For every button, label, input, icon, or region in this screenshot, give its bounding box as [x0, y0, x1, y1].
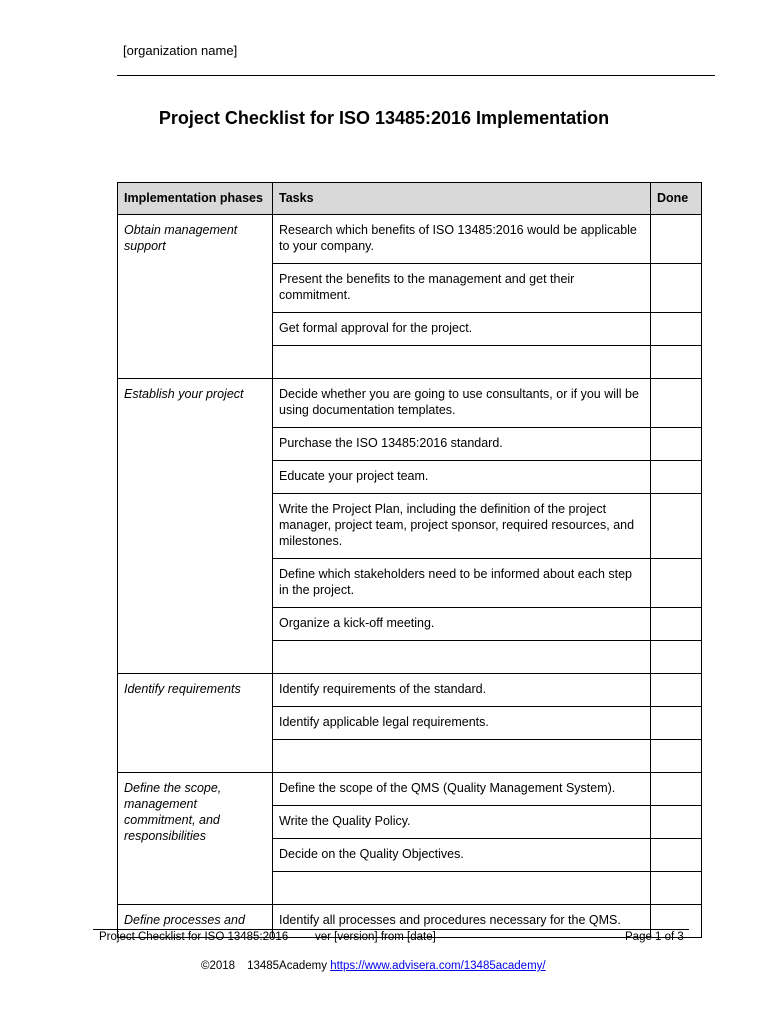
column-header-phases: Implementation phases — [118, 183, 273, 215]
task-cell: Identify applicable legal requirements. — [273, 707, 651, 740]
done-cell[interactable] — [651, 707, 702, 740]
footer-version: ver [version] from [date] — [315, 931, 436, 943]
table-row — [118, 674, 702, 707]
task-cell — [273, 346, 651, 379]
done-cell[interactable] — [651, 674, 702, 707]
done-cell[interactable] — [651, 215, 702, 264]
column-header-done: Done — [651, 183, 702, 215]
done-cell[interactable] — [651, 346, 702, 379]
done-cell[interactable] — [651, 608, 702, 641]
phase-cell: Identify requirements — [118, 674, 273, 773]
task-cell: Decide whether you are going to use consultants, or if you will be using documentation templates. — [273, 379, 651, 428]
column-header-tasks: Tasks — [273, 183, 651, 215]
organization-name: [organization name] — [123, 43, 238, 58]
done-cell[interactable] — [651, 839, 702, 872]
task-cell: Organize a kick-off meeting. — [273, 608, 651, 641]
done-cell[interactable] — [651, 313, 702, 346]
phase-cell: Establish your project — [118, 379, 273, 674]
done-cell[interactable] — [651, 872, 702, 905]
task-cell — [273, 740, 651, 773]
task-cell: Identify requirements of the standard. — [273, 674, 651, 707]
checklist-body — [118, 215, 702, 938]
table-header-row — [118, 183, 702, 215]
done-cell[interactable] — [651, 740, 702, 773]
academy-link[interactable]: https://www.advisera.com/13485academy/ — [330, 960, 546, 972]
phase-cell: Define processes and — [118, 905, 273, 938]
copyright-year: ©2018 — [201, 960, 236, 972]
task-cell: Get formal approval for the project. — [273, 313, 651, 346]
table-row — [118, 379, 702, 428]
task-cell: Write the Quality Policy. — [273, 806, 651, 839]
task-cell: Educate your project team. — [273, 461, 651, 494]
task-cell: Identify all processes and procedures necessary for the QMS. — [273, 905, 651, 938]
task-cell: Research which benefits of ISO 13485:2016 would be applicable to your company. — [273, 215, 651, 264]
done-cell[interactable] — [651, 559, 702, 608]
table-row — [118, 215, 702, 264]
task-cell: Decide on the Quality Objectives. — [273, 839, 651, 872]
task-cell: Write the Project Plan, including the definition of the project manager, project team, project sponsor, required resources, and milestones. — [273, 494, 651, 559]
done-cell[interactable] — [651, 379, 702, 428]
header-divider — [117, 75, 715, 76]
phase-cell: Define the scope, management commitment, and responsibilities — [118, 773, 273, 905]
academy-name: 13485Academy — [247, 960, 327, 972]
task-cell: Present the benefits to the management and get their commitment. — [273, 264, 651, 313]
footer-page-number: Page 1 of 3 — [625, 931, 684, 943]
checklist-table — [117, 182, 702, 938]
done-cell[interactable] — [651, 806, 702, 839]
copyright-line — [201, 960, 546, 972]
done-cell[interactable] — [651, 494, 702, 559]
task-cell — [273, 641, 651, 674]
table-row — [118, 773, 702, 806]
done-cell[interactable] — [651, 641, 702, 674]
done-cell[interactable] — [651, 461, 702, 494]
footer-divider — [93, 929, 689, 930]
phase-cell: Obtain management support — [118, 215, 273, 379]
task-cell — [273, 872, 651, 905]
footer-document-name: Project Checklist for ISO 13485:2016 — [99, 931, 289, 943]
done-cell[interactable] — [651, 264, 702, 313]
document-title: Project Checklist for ISO 13485:2016 Implementation — [158, 108, 610, 128]
task-cell: Define the scope of the QMS (Quality Management System). — [273, 773, 651, 806]
done-cell[interactable] — [651, 428, 702, 461]
done-cell[interactable] — [651, 773, 702, 806]
task-cell: Purchase the ISO 13485:2016 standard. — [273, 428, 651, 461]
task-cell: Define which stakeholders need to be informed about each step in the project. — [273, 559, 651, 608]
